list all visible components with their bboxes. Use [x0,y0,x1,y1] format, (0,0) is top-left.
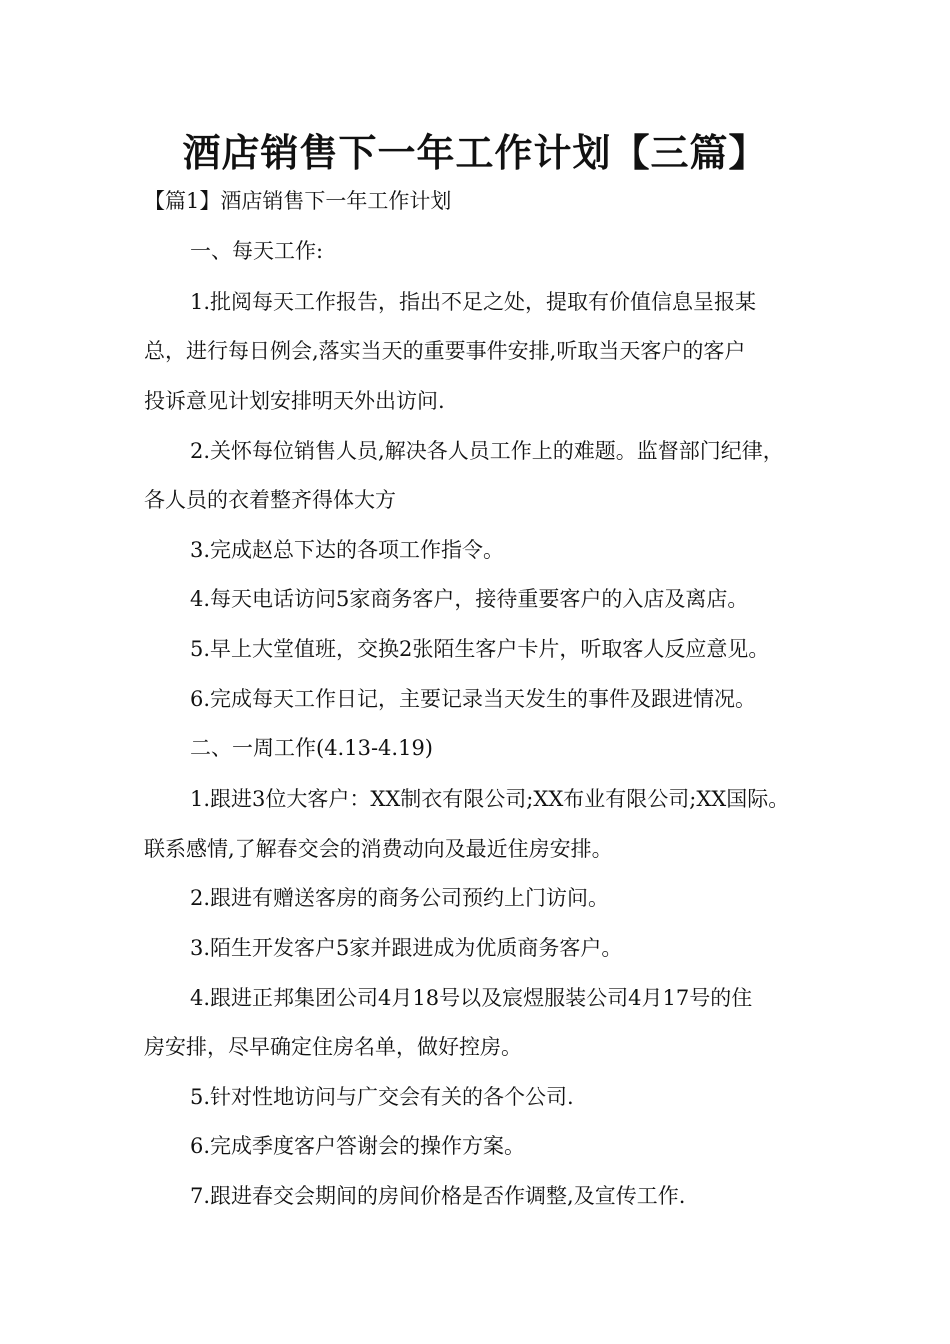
weekly-item-1-line-2: 联系感情,了解春交会的消费动向及最近住房安排。 [144,837,613,861]
weekly-work-heading: 二、一周工作(4.13-4.19) [190,736,433,760]
weekly-item-1-line-1: 1.跟进3位大客户：XX制衣有限公司;XX布业有限公司;XX国际。 [190,787,790,811]
daily-item-2-line-1: 2.关怀每位销售人员,解决各人员工作上的难题。监督部门纪律， [190,439,784,463]
daily-item-2-line-2: 各人员的衣着整齐得体大方 [144,488,396,512]
daily-item-1-line-2: 总，进行每日例会,落实当天的重要事件安排,听取当天客户的客户 [144,339,746,363]
weekly-item-2: 2.跟进有赠送客房的商务公司预约上门访问。 [190,886,610,910]
weekly-item-4-line-1: 4.跟进正邦集团公司4月18号以及宸煜服装公司4月17号的住 [190,986,753,1010]
section-heading: 【篇1】酒店销售下一年工作计划 [144,189,452,213]
weekly-item-5: 5.针对性地访问与广交会有关的各个公司. [190,1085,574,1109]
daily-item-1-line-3: 投诉意见计划安排明天外出访问. [144,389,445,413]
daily-item-4: 4.每天电话访问5家商务客户，接待重要客户的入店及离店。 [190,587,749,611]
weekly-item-3: 3.陌生开发客户5家并跟进成为优质商务客户。 [190,936,623,960]
weekly-item-7: 7.跟进春交会期间的房间价格是否作调整,及宣传工作. [190,1184,686,1208]
document-title: 酒店销售下一年工作计划【三篇】 [182,131,768,175]
daily-item-6: 6.完成每天工作日记，主要记录当天发生的事件及跟进情况。 [190,687,757,711]
daily-work-heading: 一、每天工作: [190,239,324,263]
weekly-item-6: 6.完成季度客户答谢会的操作方案。 [190,1134,526,1158]
daily-item-3: 3.完成赵总下达的各项工作指令。 [190,538,505,562]
daily-item-1-line-1: 1.批阅每天工作报告，指出不足之处，提取有价值信息呈报某 [190,290,757,314]
daily-item-5: 5.早上大堂值班，交换2张陌生客户卡片，听取客人反应意见。 [190,637,770,661]
weekly-item-4-line-2: 房安排，尽早确定住房名单，做好控房。 [144,1035,522,1059]
